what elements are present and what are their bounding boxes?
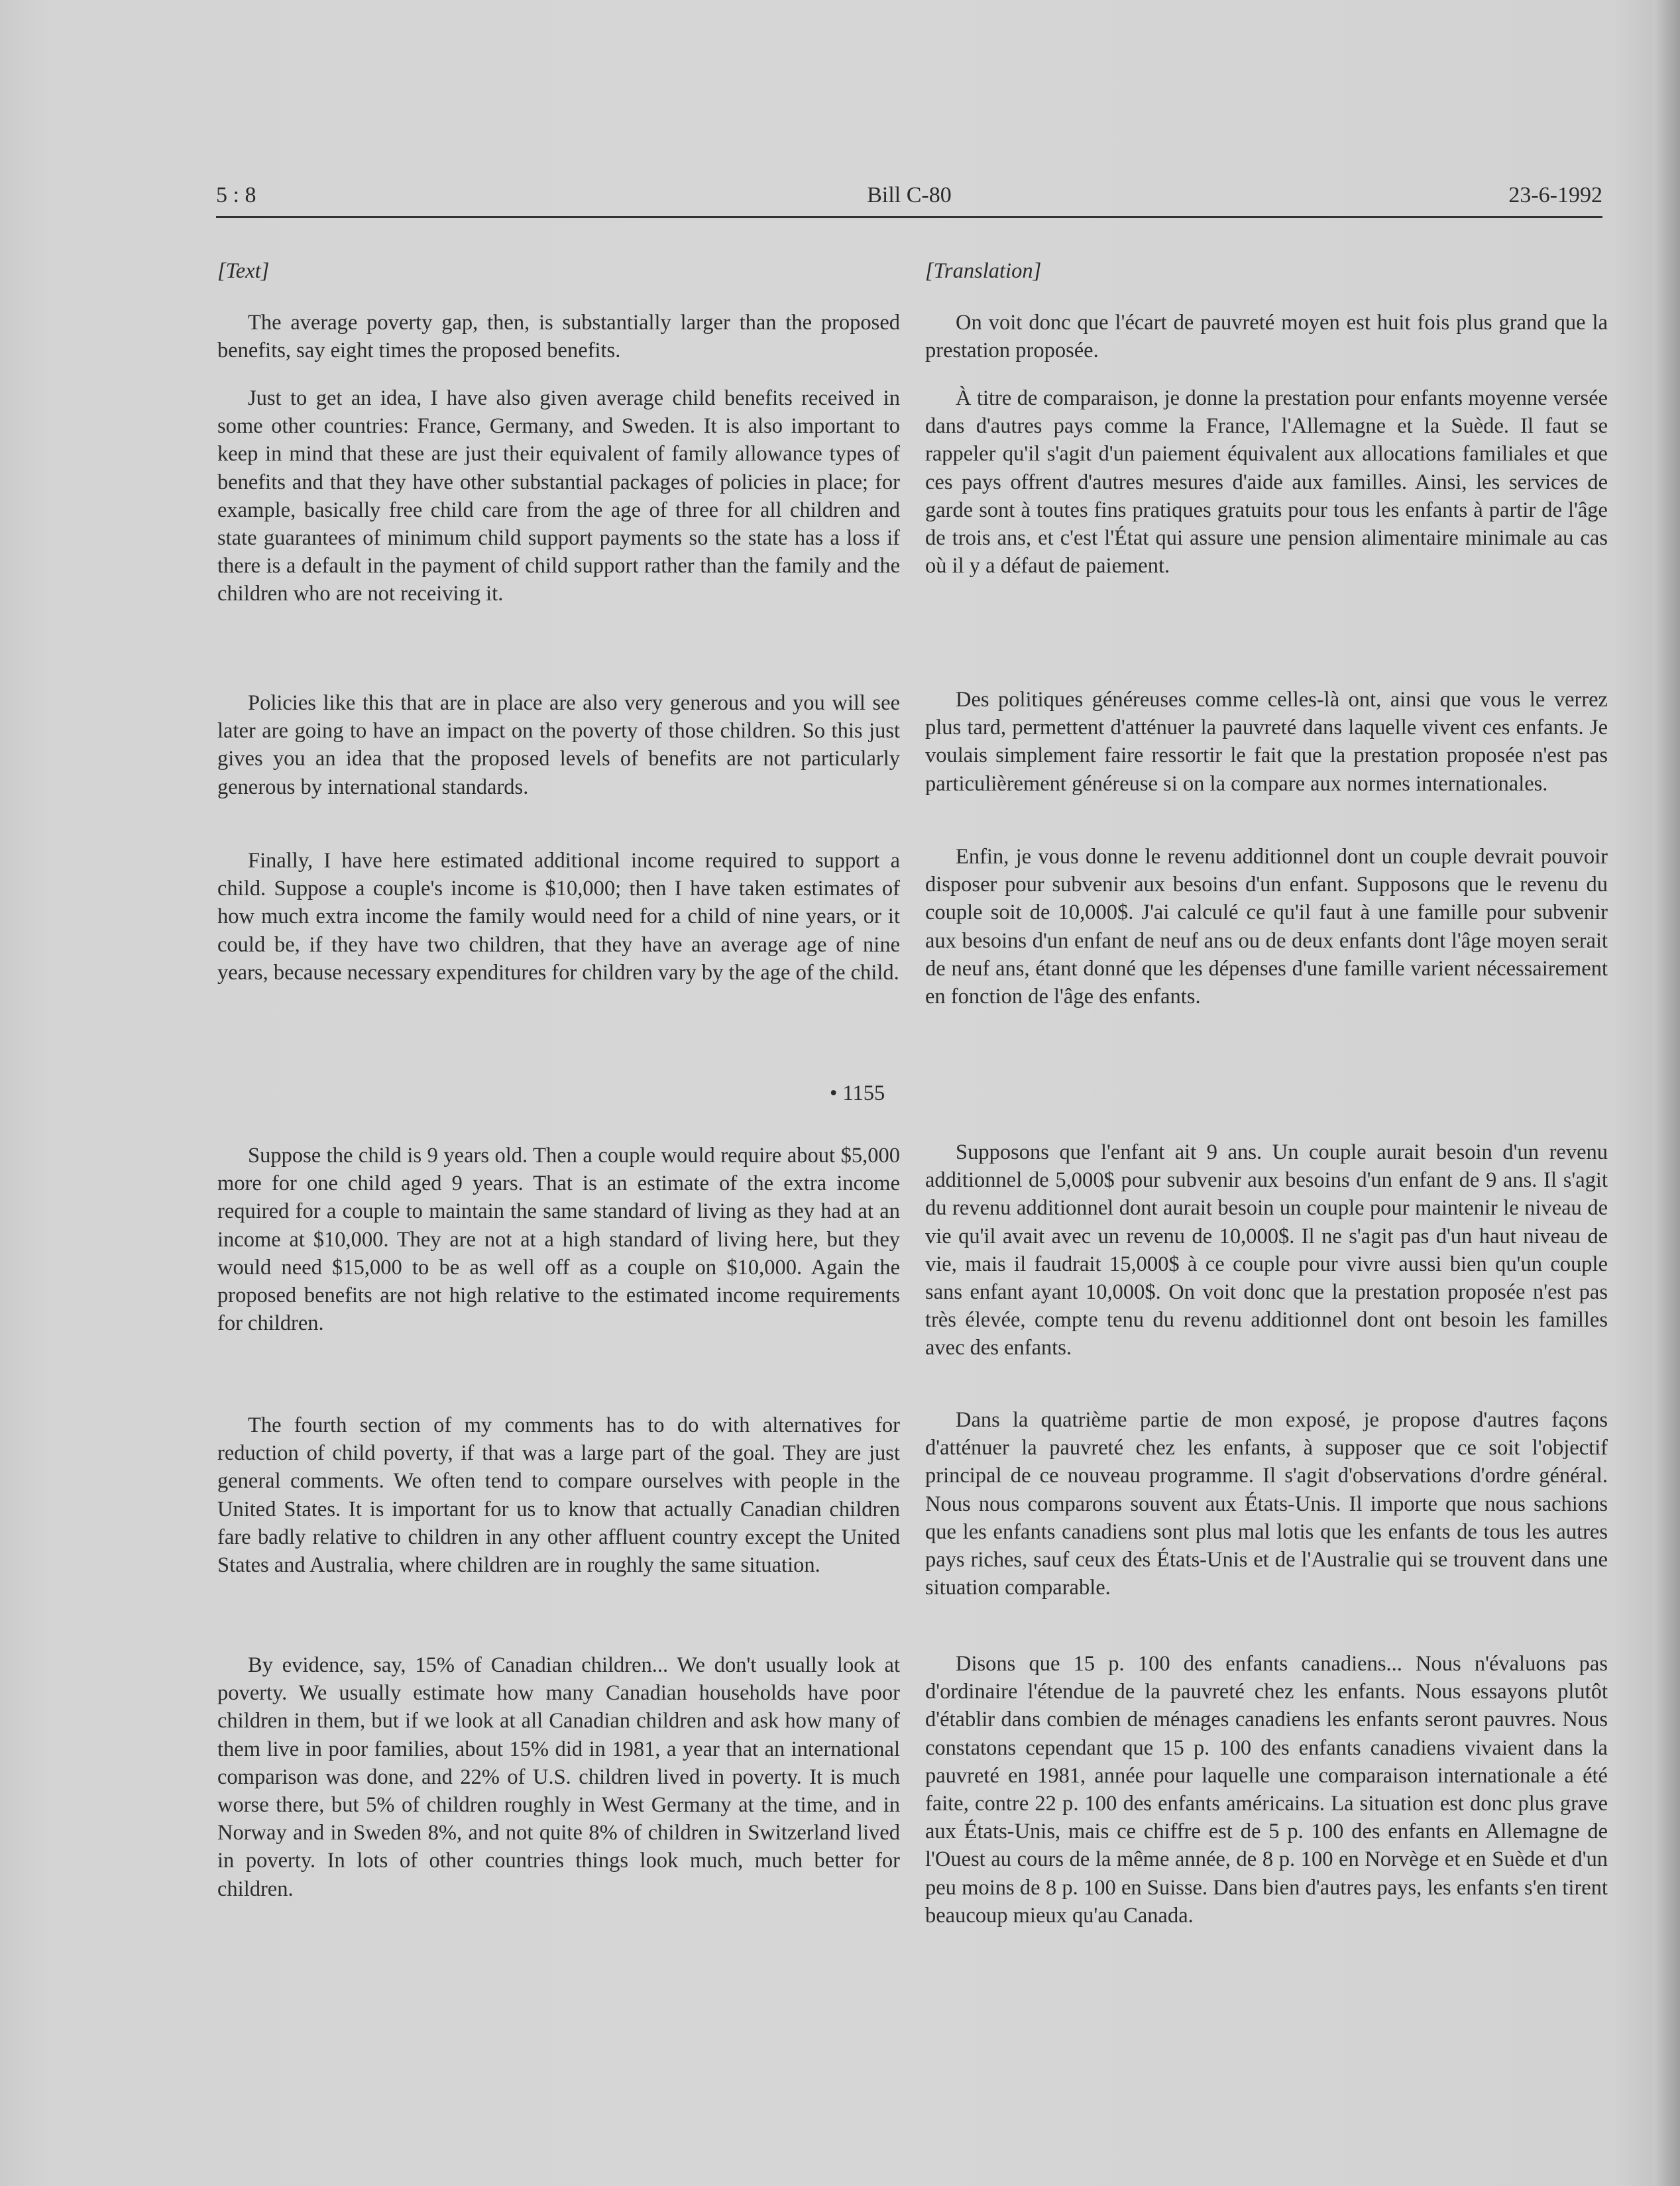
bill-title: Bill C-80	[867, 183, 952, 207]
english-paragraph	[217, 309, 900, 364]
time-marker: • 1155	[830, 1081, 885, 1105]
french-paragraph	[925, 843, 1608, 1011]
french-paragraph	[925, 309, 1608, 364]
english-paragraph	[217, 689, 900, 801]
french-paragraph	[925, 686, 1608, 798]
en-p5: Suppose the child is 9 years old. Then a couple would require about $5,000 more for one child aged 9 years. That is an estimate of the extra income required for a couple to maintain the same standard of living as they had at an income at $10,000. They are not at a high standard of living here, but they would need $15,000 to be as well off as a couple on $10,000. Again the proposed benefits are not high relative to the estimated income requirements for children.	[217, 1144, 900, 1336]
french-paragraph	[925, 1406, 1608, 1602]
en-p7: By evidence, say, 15% of Canadian children... We don't usually look at poverty. We usually estimate how many Canadian households have poor children in them, but if we look at all Canadian children and ask how many of them live in poor families, about 15% did in 1981, a year that an international comparison was done, and 22% of U.S. children lived in poverty. It is much worse there, but 5% of children roughly in West Germany at the time, and in Norway and in Sweden 8%, and not quite 8% of children in Switzerland lived in poverty. In lots of other countries things look much, much better for children.	[217, 1653, 900, 1901]
fr-p4: Enfin, je vous donne le revenu additionnel dont un couple devrait pouvoir disposer pour subvenir aux besoins d'un enfant. Supposons que le revenu du couple soit de 10,000$. J'ai calculé ce qu'il faut à une famille pour subvenir aux besoins d'un enfant de neuf ans ou de deux enfants dont l'âge moyen serait de neuf ans, étant donné que les dépenses d'une famille varient nécessairement en fonction de l'âge des enfants.	[925, 845, 1608, 1009]
fr-p1: On voit donc que l'écart de pauvreté moyen est huit fois plus grand que la prestation proposée.	[925, 311, 1608, 363]
french-paragraph	[925, 1138, 1608, 1362]
page-edge	[1653, 0, 1680, 2186]
en-p3: Policies like this that are in place are also very generous and you will see later are going to have an impact on the poverty of those children. So this just gives you an idea that the proposed levels of benefits are not particularly generous by international standards.	[217, 691, 900, 799]
page-number: 5 : 8	[216, 183, 256, 207]
fr-p2: À titre de comparaison, je donne la prestation pour enfants moyenne versée dans d'autres pays comme la France, l'Allemagne et la Suède. Il faut se rappeler qu'il s'agit d'un paiement équivalent aux allocations familiales et que ces pays offrent d'autres mesures d'aide aux familles. Ainsi, les services de garde sont à toutes fins pratiques gratuits pour tous les enfants à partir de l'âge de trois ans, et c'est l'État qui assure une pension alimentaire minimale au cas où il y a défaut de paiement.	[925, 386, 1608, 578]
page-date: 23-6-1992	[1508, 183, 1602, 207]
translation-label: [Translation]	[925, 259, 1042, 283]
english-column	[217, 257, 900, 285]
french-paragraph	[925, 384, 1608, 580]
fr-p7: Disons que 15 p. 100 des enfants canadiens... Nous n'évaluons pas d'ordinaire l'étendue de la pauvreté chez les enfants. Nous essayons plutôt d'établir dans combien de ménages canadiens les enfants seront pauvres. Nous constatons cependant que 15 p. 100 des enfants canadiens vivaient dans la pauvreté en 1981, année pour laquelle une comparaison internationale a été faite, contre 22 p. 100 des enfants américains. La situation est donc plus grave aux États-Unis, mais ce chiffre est de 5 p. 100 des enfants en Allemagne de l'Ouest au cours de la même année, de 8 p. 100 en Norvège et en Suède et d'un peu moins de 8 p. 100 en Suisse. Dans bien d'autres pays, les enfants s'en tirent beaucoup mieux qu'au Canada.	[925, 1652, 1608, 1928]
fr-p5: Supposons que l'enfant ait 9 ans. Un couple aurait besoin d'un revenu additionnel de 5,000$ pour subvenir aux besoins d'un enfant de 9 ans. Il s'agit du revenu additionnel dont aurait besoin un couple pour maintenir le niveau de vie qu'il avait avec un revenu de 10,000$. Il ne s'agit pas d'un haut niveau de vie, mais il faudrait 15,000$ à ce couple pour vivre aussi bien qu'un couple sans enfant ayant 10,000$. On voit donc que la prestation proposée n'est pas très élevée, compte tenu du revenu additionnel dont ont besoin les familles avec des enfants.	[925, 1140, 1608, 1360]
english-paragraph	[217, 1411, 900, 1579]
english-paragraph	[217, 847, 900, 987]
en-p2: Just to get an idea, I have also given average child benefits received in some other countries: France, Germany, and Sweden. It is also important to keep in mind that these are just their equivalent of family allowance types of benefits and that they have other substantial packages of policies in place; for example, basically free child care from the age of three for all children and state guarantees of minimum child support payments so the state has a loss if there is a default in the payment of child support rather than the family and the children who are not receiving it.	[217, 386, 900, 606]
french-column	[925, 257, 1608, 285]
en-p1: The average poverty gap, then, is substantially larger than the proposed benefits, say eight times the proposed benefits.	[217, 311, 900, 363]
page-header	[216, 179, 1602, 218]
en-p4: Finally, I have here estimated additional income required to support a child. Suppose a couple's income is $10,000; then I have taken estimates of how much extra income the family would need for a child of nine years, or it could be, if they have two children, that they have an average age of nine years, because necessary expenditures for children vary by the age of the child.	[217, 849, 900, 985]
en-p6: The fourth section of my comments has to do with alternatives for reduction of child poverty, if that was a large part of the goal. They are just general comments. We often tend to compare ourselves with people in the United States. It is important for us to know that actually Canadian children fare badly relative to children in any other affluent country except the United States and Australia, where children are in roughly the same situation.	[217, 1413, 900, 1578]
english-paragraph	[217, 1651, 900, 1903]
french-paragraph	[925, 1650, 1608, 1930]
english-paragraph	[217, 1142, 900, 1337]
text-label: [Text]	[217, 259, 270, 283]
fr-p3: Des politiques généreuses comme celles-là ont, ainsi que vous le verrez plus tard, permettent d'atténuer la pauvreté dans laquelle vivent ces enfants. Je voulais simplement faire ressortir le fait que la prestation proposée n'est pas particulièrement généreuse si on la compare aux normes internationales.	[925, 688, 1608, 796]
fr-p6: Dans la quatrième partie de mon exposé, je propose d'autres façons d'atténuer la pauvreté chez les enfants, à supposer que ce soit l'objectif principal de ce nouveau programme. Il s'agit d'observations d'ordre général. Nous nous comparons souvent aux États-Unis. Il importe que nous sachions que les enfants canadiens sont plus mal lotis que les enfants de tous les autres pays riches, sauf ceux des États-Unis et de l'Australie qui se trouvent dans une situation comparable.	[925, 1408, 1608, 1600]
english-paragraph	[217, 384, 900, 608]
